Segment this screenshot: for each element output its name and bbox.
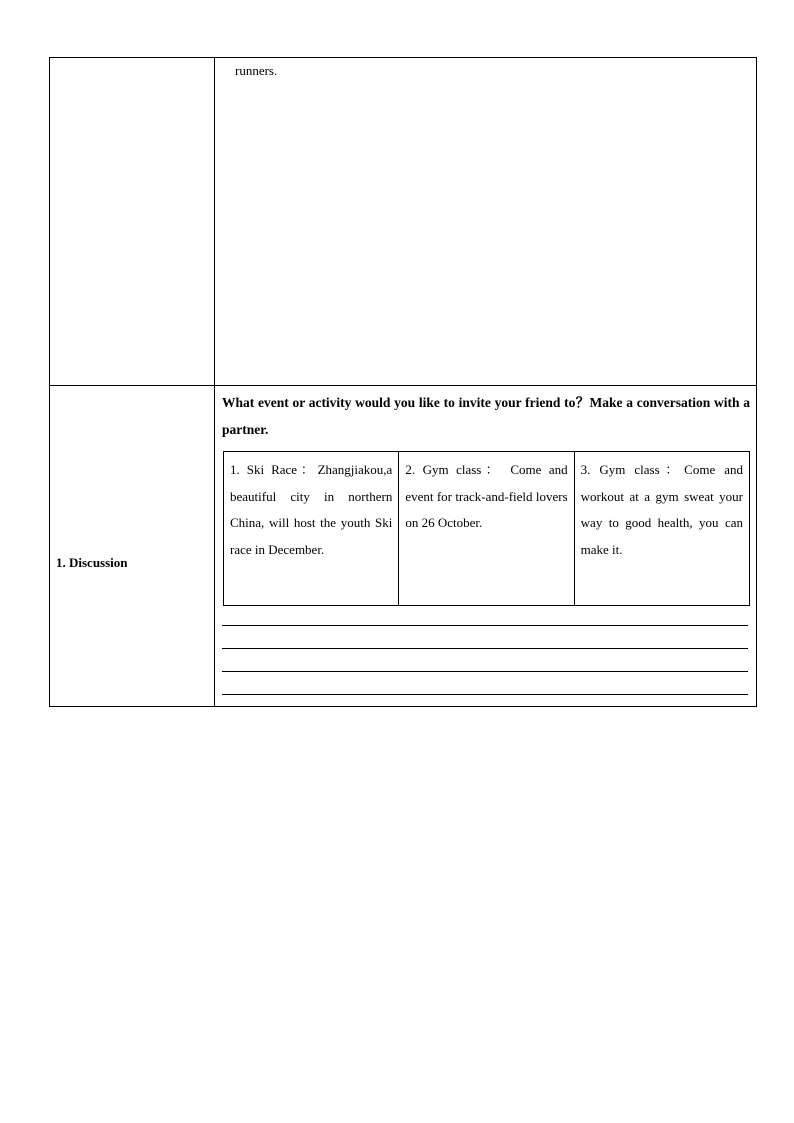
column-divider [214,58,215,706]
option-cell-1: 1. Ski Race：Zhangjiakou,a beautiful city in northern China, will host the youth Ski race in December. [224,452,399,606]
continued-text: runners. [235,63,278,78]
options-row [224,452,750,606]
row-divider [50,385,756,386]
answer-lines [222,625,748,717]
options-table [223,451,750,606]
answer-line [222,671,748,672]
answer-line [222,694,748,695]
discussion-prompt: What event or activity would you like to invite your friend to？Make a conversation with a partner. [222,395,750,437]
option-cell-3: 3. Gym class：Come and workout at a gym sweat your way to good health, you can make it. [574,452,749,606]
option-cell-2: 2. Gym class： Come and event for track-and-field lovers on 26 October. [399,452,574,606]
answer-line [222,648,748,649]
discussion-label: 1. Discussion [56,555,128,570]
answer-line [222,625,748,626]
worksheet-table [49,57,757,707]
